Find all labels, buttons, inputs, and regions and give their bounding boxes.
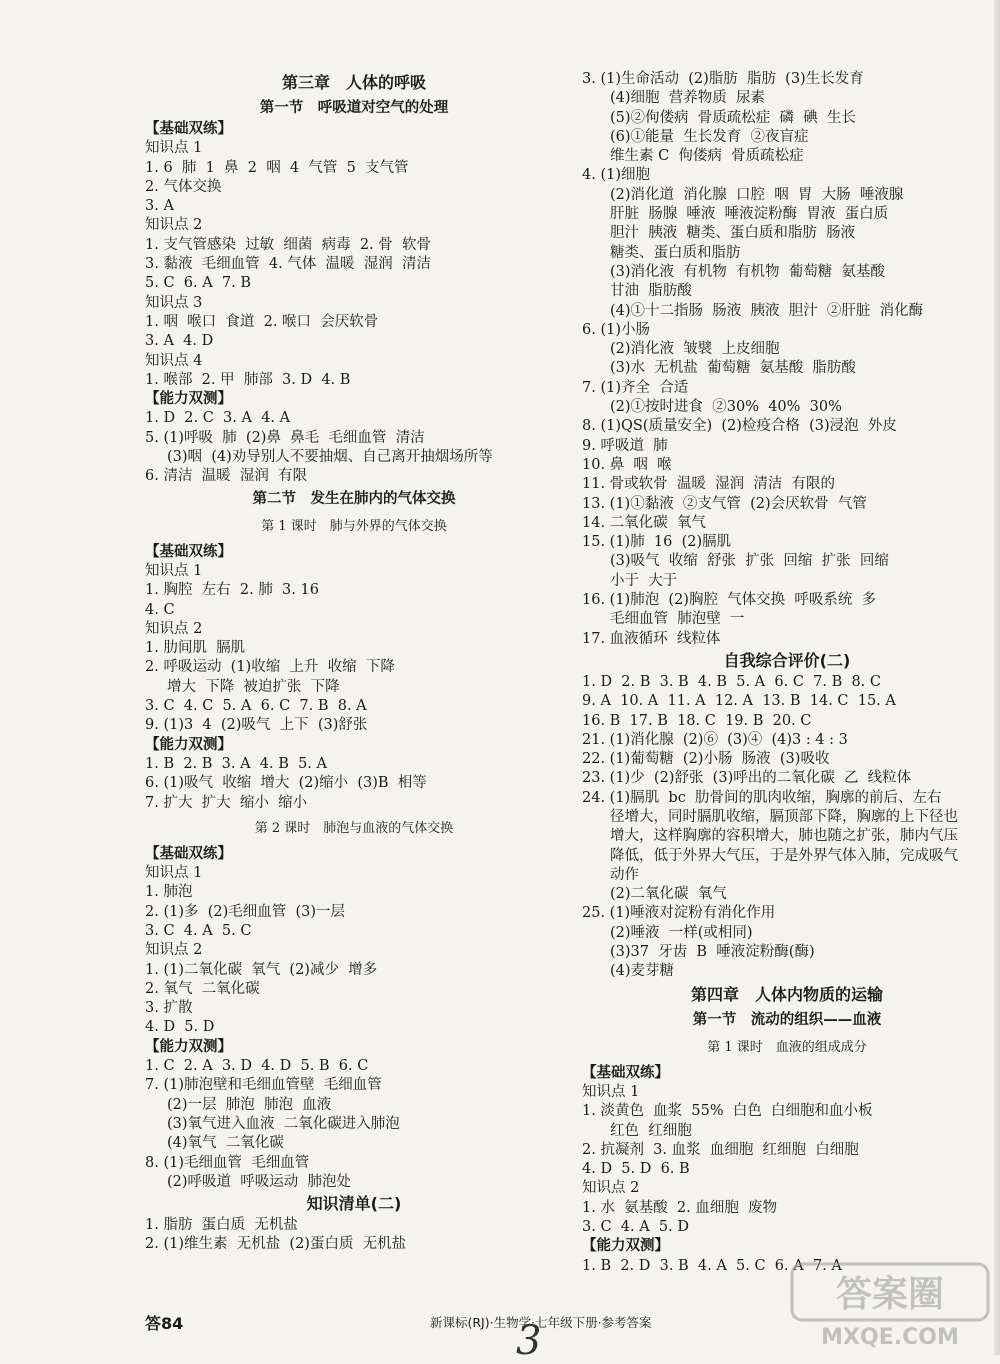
review-heading: 知识清单(二): [306, 1194, 402, 1214]
answer-line: 16. B 17. B 18. C 19. B 20. C: [582, 712, 812, 729]
answer-line: 2. (1)多 (2)毛细血管 (3)一层: [145, 903, 345, 920]
answer-line: 1. 咽 喉口 食道 2. 喉口 会厌软骨: [145, 313, 379, 330]
answer-line: 1. 6 肺 1 鼻 2 咽 4 气管 5 支气管: [145, 159, 409, 176]
answer-line: 21. (1)消化腺 (2)⑥ (3)④ (4)3 : 4 : 3: [582, 731, 848, 748]
answer-line: 毛细血管 肺泡壁 一: [610, 611, 745, 628]
answer-line: 7. 扩大 扩大 缩小 缩小: [145, 794, 308, 811]
watermark-logo: [790, 1262, 990, 1350]
answer-line: 知识点 1: [145, 865, 203, 882]
chapter-heading: 第三章 人体的呼吸: [281, 73, 426, 92]
answer-line: 6. 清洁 温暖 湿润 有限: [145, 468, 308, 485]
answer-line: 1. 肋间肌 膈肌: [145, 640, 246, 657]
answer-line: (6)①能量 生长发育 ②夜盲症: [610, 128, 809, 145]
left-column: [145, 70, 563, 1255]
answer-line: (2)一层 肺泡 肺泡 血液: [167, 1096, 332, 1113]
answer-line: 径增大，同时膈肌收缩，膈顶部下降，胸廓的上下径也: [610, 808, 958, 825]
answer-line: (2)呼吸道 呼吸运动 肺泡处: [167, 1173, 351, 1190]
answer-line: 4. (1)细胞: [582, 167, 650, 184]
answer-line: 4. D 5. D: [145, 1019, 215, 1036]
answer-line: 1. B 2. D 3. B 4. A 5. C 6. A 7. A: [582, 1257, 842, 1274]
answer-line: 1. 胸腔 左右 2. 肺 3. 16: [145, 582, 319, 599]
lesson-heading: 第 2 课时 肺泡与血液的气体交换: [254, 820, 454, 836]
answer-line: 知识点 3: [145, 294, 203, 311]
answer-line: 1. 喉部 2. 甲 肺部 3. D 4. B: [145, 371, 351, 388]
answer-line: (3)水 无机盐 葡萄糖 氨基酸 脂肪酸: [610, 360, 856, 377]
answer-line: 25. (1)唾液对淀粉有消化作用: [582, 905, 776, 922]
section-tag: 【能力双测】: [145, 1038, 232, 1055]
answer-line: 甘油 脂肪酸: [610, 283, 692, 300]
answer-line: 22. (1)葡萄糖 (2)小肠 肠液 (3)吸收: [582, 751, 830, 768]
section-tag: 【基础双练】: [145, 121, 232, 137]
answer-line: (2)二氧化碳 氧气: [610, 886, 727, 903]
review-heading: 自我综合评价(二): [723, 650, 851, 670]
answer-line: (2)①按时进食 ②30% 40% 30%: [610, 399, 842, 416]
answer-line: 3. 黏液 毛细血管 4. 气体 温暖 湿润 清洁: [145, 256, 431, 273]
answer-line: 1. 支气管感染 过敏 细菌 病毒 2. 骨 软骨: [145, 236, 431, 253]
answer-line: 1. 肺泡: [145, 884, 193, 901]
answer-line: 9. (1)3 4 (2)吸气 上下 (3)舒张: [145, 717, 368, 734]
book-info: 新课标(RJ)·生物学·七年级下册·参考答案: [430, 1315, 652, 1330]
answer-line: 红色 红细胞: [610, 1122, 692, 1139]
answer-line: (4)麦芽糖: [610, 963, 675, 980]
answer-line: (2)唾液 一样(或相同): [610, 924, 753, 941]
answer-line: 1. 水 氨基酸 2. 血细胞 废物: [582, 1199, 778, 1216]
answer-line: 小于 大于: [610, 572, 678, 589]
answer-line: 4. D 5. D 6. B: [582, 1161, 690, 1178]
answer-line: 3. A: [145, 198, 174, 215]
answer-line: (3)吸气 收缩 舒张 扩张 回缩 扩张 回缩: [610, 553, 889, 570]
section-heading: 第一节 呼吸道对空气的处理: [259, 100, 449, 116]
answer-line: 2. 抗凝剂 3. 血浆 血细胞 红细胞 白细胞: [582, 1141, 859, 1158]
answer-line: 1. B 2. B 3. A 4. B 5. A: [145, 755, 328, 772]
answer-line: (3)咽 (4)劝导别人不要抽烟、自己离开抽烟场所等: [167, 449, 493, 466]
section-heading: 第一节 流动的组织——血液: [692, 1011, 882, 1028]
answer-line: (3)消化液 有机物 有机物 葡萄糖 氨基酸: [610, 263, 885, 280]
answer-line: 知识点 2: [145, 217, 203, 234]
answer-line: 增大 下降 被迫扩张 下降: [167, 678, 340, 695]
answer-line: (5)②佝偻病 骨质疏松症 磷 碘 生长: [610, 109, 856, 126]
answer-line: 3. 扩散: [145, 1000, 193, 1017]
answer-line: 9. A 10. A 11. A 12. A 13. B 14. C 15. A: [582, 693, 896, 710]
answer-line: 8. (1)毛细血管 毛细血管: [145, 1154, 310, 1171]
answer-line: 知识点 1: [145, 562, 203, 579]
answer-line: 胆汁 胰液 糖类、蛋白质和脂肪 肠液: [610, 225, 856, 242]
answer-line: 6. (1)吸气 收缩 增大 (2)缩小 (3)B 相等: [145, 775, 427, 792]
answer-line: (4)①十二指肠 肠液 胰液 胆汁 ②肝脏 消化酶: [610, 302, 924, 319]
section-tag: 【能力双测】: [145, 391, 232, 408]
section-tag: 【能力双测】: [145, 736, 232, 753]
answer-line: 11. 骨或软骨 温暖 湿润 清洁 有限的: [582, 476, 836, 493]
section-tag: 【基础双练】: [582, 1064, 669, 1081]
answer-line: (3)氧气进入血液 二氧化碳进入肺泡: [167, 1115, 400, 1132]
answer-line: 2. 呼吸运动 (1)收缩 上升 收缩 下降: [145, 659, 395, 676]
answer-line: 1. (1)二氧化碳 氧气 (2)减少 增多: [145, 961, 378, 978]
answer-line: 3. C 4. C 5. A 6. C 7. B 8. A: [145, 698, 367, 715]
answer-line: 2. 氧气 二氧化碳: [145, 980, 260, 997]
answer-line: 维生素 C 佝偻病 骨质疏松症: [610, 148, 804, 165]
answer-line: 增大，这样胸廓的容积增大，肺也随之扩张，肺内气压: [610, 828, 958, 845]
answer-line: 15. (1)肺 16 (2)膈肌: [582, 534, 732, 551]
answer-line: 16. (1)肺泡 (2)胸腔 气体交换 呼吸系统 多: [582, 592, 877, 609]
answer-line: 5. (1)呼吸 肺 (2)鼻 鼻毛 毛细血管 清洁: [145, 429, 425, 446]
answer-line: 2. 气体交换: [145, 178, 222, 195]
answer-line: 13. (1)①黏液 ②支气管 (2)会厌软骨 气管: [582, 495, 867, 512]
watermark-url: MXQE.COM: [821, 1325, 959, 1350]
section-tag: 【能力双测】: [582, 1238, 669, 1255]
answer-line: 3. A 4. D: [145, 333, 214, 350]
answer-line: 1. D 2. C 3. A 4. A: [145, 410, 291, 427]
section-tag: 【基础双练】: [145, 543, 232, 560]
answer-line: 3. C 4. A 5. D: [582, 1219, 689, 1236]
answer-line: 9. 呼吸道 肺: [582, 437, 668, 454]
answer-line: 糖类、蛋白质和脂肪: [610, 244, 741, 261]
answer-line: 10. 鼻 咽 喉: [582, 456, 672, 473]
answer-line: 7. (1)肺泡壁和毛细血管壁 毛细血管: [145, 1077, 382, 1094]
right-column: [582, 70, 992, 1276]
answer-line: 知识点 1: [145, 140, 203, 157]
answer-line: 1. D 2. B 3. B 4. B 5. A 6. C 7. B 8. C: [582, 673, 881, 690]
lesson-heading: 第 1 课时 血液的组成成分: [707, 1039, 867, 1055]
lesson-heading: 第 1 课时 肺与外界的气体交换: [261, 518, 447, 534]
answer-line: 动作: [610, 866, 639, 883]
answer-line: 14. 二氧化碳 氧气: [582, 514, 706, 531]
answer-line: 知识点 2: [145, 620, 203, 637]
answer-line: 5. C 6. A 7. B: [145, 275, 251, 292]
answer-line: 3. C 4. A 5. C: [145, 922, 252, 939]
answer-line: 24. (1)膈肌 bc 肋骨间的肌肉收缩，胸廓的前后、左右: [582, 789, 942, 806]
answer-line: (3)37 牙齿 B 唾液淀粉酶(酶): [610, 944, 815, 961]
answer-line: (4)细胞 营养物质 尿素: [610, 90, 765, 107]
answer-line: (4)氧气 二氧化碳: [167, 1135, 284, 1152]
answer-line: 降低，低于外界大气压，于是外界气体入肺，完成吸气: [610, 847, 958, 864]
answer-line: 6. (1)小肠: [582, 321, 650, 338]
answer-line: 4. C: [145, 601, 175, 618]
answer-line: 1. 淡黄色 血浆 55% 白色 白细胞和血小板: [582, 1103, 873, 1120]
answer-line: 1. 脂肪 蛋白质 无机盐: [145, 1217, 298, 1234]
answer-line: 7. (1)齐全 合适: [582, 379, 689, 396]
page-edge: [994, 0, 1000, 1355]
answer-line: (2)消化液 皱襞 上皮细胞: [610, 341, 780, 358]
answer-line: 1. C 2. A 3. D 4. D 5. B 6. C: [145, 1058, 369, 1075]
section-heading: 第二节 发生在肺内的气体交换: [252, 490, 456, 507]
page-number: 答84: [145, 1314, 184, 1333]
handwritten-mark: 3: [516, 1318, 542, 1364]
chapter-heading: 第四章 人体内物质的运输: [690, 984, 883, 1004]
answer-line: 8. (1)QS(质量安全) (2)检疫合格 (3)浸泡 外皮: [582, 418, 897, 435]
answer-line: 知识点 2: [145, 942, 203, 959]
answer-line: 肝脏 肠腺 唾液 唾液淀粉酶 胃液 蛋白质: [610, 206, 889, 223]
answer-line: 2. (1)维生素 无机盐 (2)蛋白质 无机盐: [145, 1236, 407, 1253]
answer-line: (2)消化道 消化腺 口腔 咽 胃 大肠 唾液腺: [610, 186, 904, 203]
answer-line: 知识点 2: [582, 1180, 640, 1197]
answer-line: 3. (1)生命活动 (2)脂肪 脂肪 (3)生长发育: [582, 71, 864, 87]
answer-line: 23. (1)少 (2)舒张 (3)呼出的二氧化碳 乙 线粒体: [582, 770, 912, 787]
answer-line: 知识点 1: [582, 1083, 640, 1100]
answer-line: 17. 血液循环 线粒体: [582, 630, 721, 647]
answer-line: 知识点 4: [145, 352, 203, 369]
watermark-title: 答案圈: [835, 1274, 945, 1315]
section-tag: 【基础双练】: [145, 845, 232, 862]
